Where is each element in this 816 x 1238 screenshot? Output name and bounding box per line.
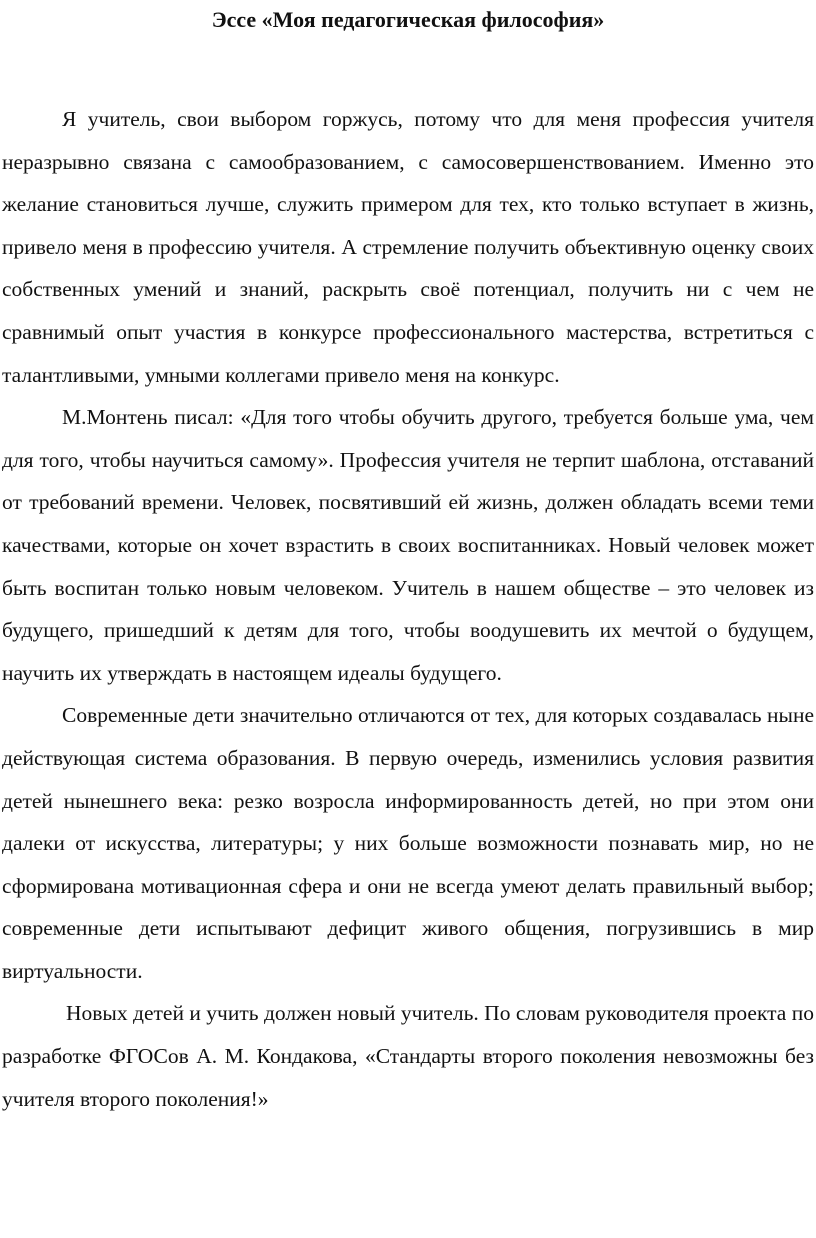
- paragraph-3: Современные дети значительно отличаются от тех, для которых создавалась ныне действующая система образования. В первую очередь, изменились условия развития детей нынешнего века: резко возросла информированность детей, но при этом они далеки от искусства, литературы; у них больше возможности познавать мир, но не сформирована мотивационная сфера и они не всегда умеют делать правильный выбор; современные дети испытывают дефицит живого общения, погрузившись в мир виртуальности.: [2, 703, 814, 983]
- paragraph-4: Новых детей и учить должен новый учитель. По словам руководителя проекта по разработке ФГОСов А. М. Кондакова, «Стандарты второго поколения невозможны без учителя второго поколения!»: [2, 1001, 814, 1111]
- paragraph-1: Я учитель, свои выбором горжусь, потому что для меня профессия учителя неразрывно связана с самообразованием, с самосовершенствованием. Именно это желание становиться лучше, служить примером для тех, кто только вступает в жизнь, привело меня в профессию учителя. А стремление получить объективную оценку своих собственных умений и знаний, раскрыть своё потенциал, получить ни с чем не сравнимый опыт участия в конкурсе профессионального мастерства, встретиться с талантливыми, умными коллегами привело меня на конкурс.: [2, 107, 814, 387]
- essay-body: [2, 98, 814, 1120]
- paragraph-2: М.Монтень писал: «Для того чтобы обучить другого, требуется больше ума, чем для того, чтобы научиться самому». Профессия учителя не терпит шаблона, отставаний от требований времени. Человек, посвятивший ей жизнь, должен обладать всеми теми качествами, которые он хочет взрастить в своих воспитанниках. Новый человек может быть воспитан только новым человеком. Учитель в нашем обществе – это человек из будущего, пришедший к детям для того, чтобы воодушевить их мечтой о будущем, научить их утверждать в настоящем идеалы будущего.: [2, 405, 814, 685]
- essay-title: Эссе «Моя педагогическая философия»: [211, 7, 605, 32]
